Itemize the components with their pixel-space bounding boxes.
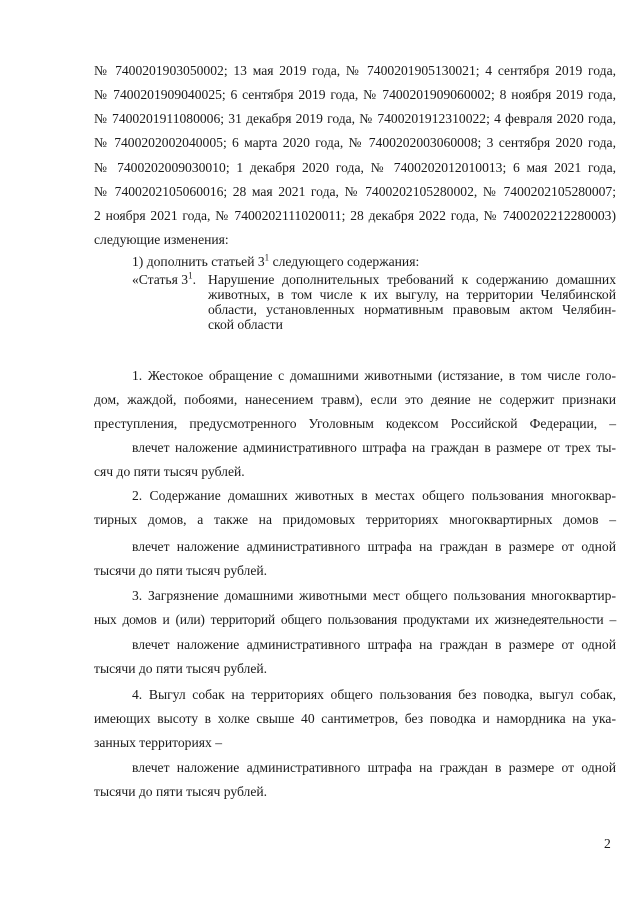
- amendment-item: [132, 254, 419, 270]
- clause-line: влечет наложение административного штрафа на граждан в размере от одной: [132, 539, 616, 554]
- clause-line: преступления, предусмотренного Уголовным кодексом Российской Федерации, –: [94, 416, 616, 431]
- clause-line: тысячи до пяти тысяч рублей.: [94, 661, 268, 676]
- article-label-suffix: .: [192, 272, 196, 287]
- article-title-line: животных, в том числе к их выгулу, на территории Челябинской: [208, 287, 616, 302]
- clause-line: тирных домов, а также на придомовых территориях многоквартирных домов –: [94, 512, 616, 527]
- intro-line: № 7400201903050002; 13 мая 2019 года, № 7400201905130021; 4 сентября 2019 года,: [94, 63, 616, 78]
- amendment-item-sup: 1: [264, 252, 270, 263]
- intro-line: следующие изменения:: [94, 232, 229, 247]
- clause-line: 2. Содержание домашних животных в местах общего пользования многоквар-: [132, 488, 616, 503]
- article-title-line: ской области: [208, 317, 283, 332]
- clause-line: влечет наложение административного штрафа на граждан в размере от одной: [132, 760, 616, 775]
- intro-line: 2 ноября 2021 года, № 7400202111020011; 28 декабря 2022 года, № 7400202212280003): [94, 208, 616, 223]
- clause-line: ных домов и (или) территорий общего пользования продуктами их жизнедеятельности –: [94, 612, 616, 627]
- article-label-sup: 1: [188, 270, 193, 281]
- intro-line: № 7400202105060016; 28 мая 2021 года, № 7400202105280002, № 7400202105280007;: [94, 184, 616, 199]
- article-title-line: области, установленных нормативным правовым актом Челябин-: [208, 302, 616, 317]
- clause-line: тысячи до пяти тысяч рублей.: [94, 784, 268, 799]
- article-title: [208, 272, 616, 332]
- intro-line: № 7400201909040025; 6 сентября 2019 года, № 7400201909060002; 8 ноября 2019 года,: [94, 87, 616, 102]
- clause-line: тысячи до пяти тысяч рублей.: [94, 563, 268, 578]
- clause-line: занных территориях –: [94, 735, 222, 750]
- clause-line: сяч до пяти тысяч рублей.: [94, 464, 245, 479]
- clause-line: 4. Выгул собак на территориях общего пользования без поводка, выгул собак,: [132, 687, 616, 702]
- article-title-line: Нарушение дополнительных требований к содержанию домашних: [208, 272, 616, 287]
- clause-line: влечет наложение административного штрафа на граждан в размере от трех ты-: [132, 440, 616, 455]
- clause-line: 1. Жестокое обращение с домашними животными (истязание, в том числе голо-: [132, 368, 616, 383]
- clause-line: имеющих высоту в холке свыше 40 сантиметров, без поводка и намордника на ука-: [94, 711, 616, 726]
- intro-line: № 7400202009030010; 1 декабря 2020 года, № 7400202012010013; 6 мая 2021 года,: [94, 160, 616, 175]
- clause-line: влечет наложение административного штрафа на граждан в размере от одной: [132, 637, 616, 652]
- page-number: 2: [604, 836, 611, 851]
- amendment-item-prefix: 1) дополнить статьей 3: [132, 254, 265, 269]
- intro-line: № 7400201911080006; 31 декабря 2019 года, № 7400201912310022; 4 февраля 2020 года,: [94, 111, 616, 126]
- clause-line: дом, жаждой, побоями, нанесением травм), если это деяние не содержит признаки: [94, 392, 616, 407]
- article-label: [132, 272, 196, 287]
- intro-line: № 7400202002040005; 6 марта 2020 года, № 7400202003060008; 3 сентября 2020 года,: [94, 135, 616, 150]
- article-label-prefix: «Статья 3: [132, 272, 189, 287]
- amendment-item-suffix: следующего содержания:: [269, 254, 420, 269]
- clause-line: 3. Загрязнение домашними животными мест общего пользования многоквартир-: [132, 588, 616, 603]
